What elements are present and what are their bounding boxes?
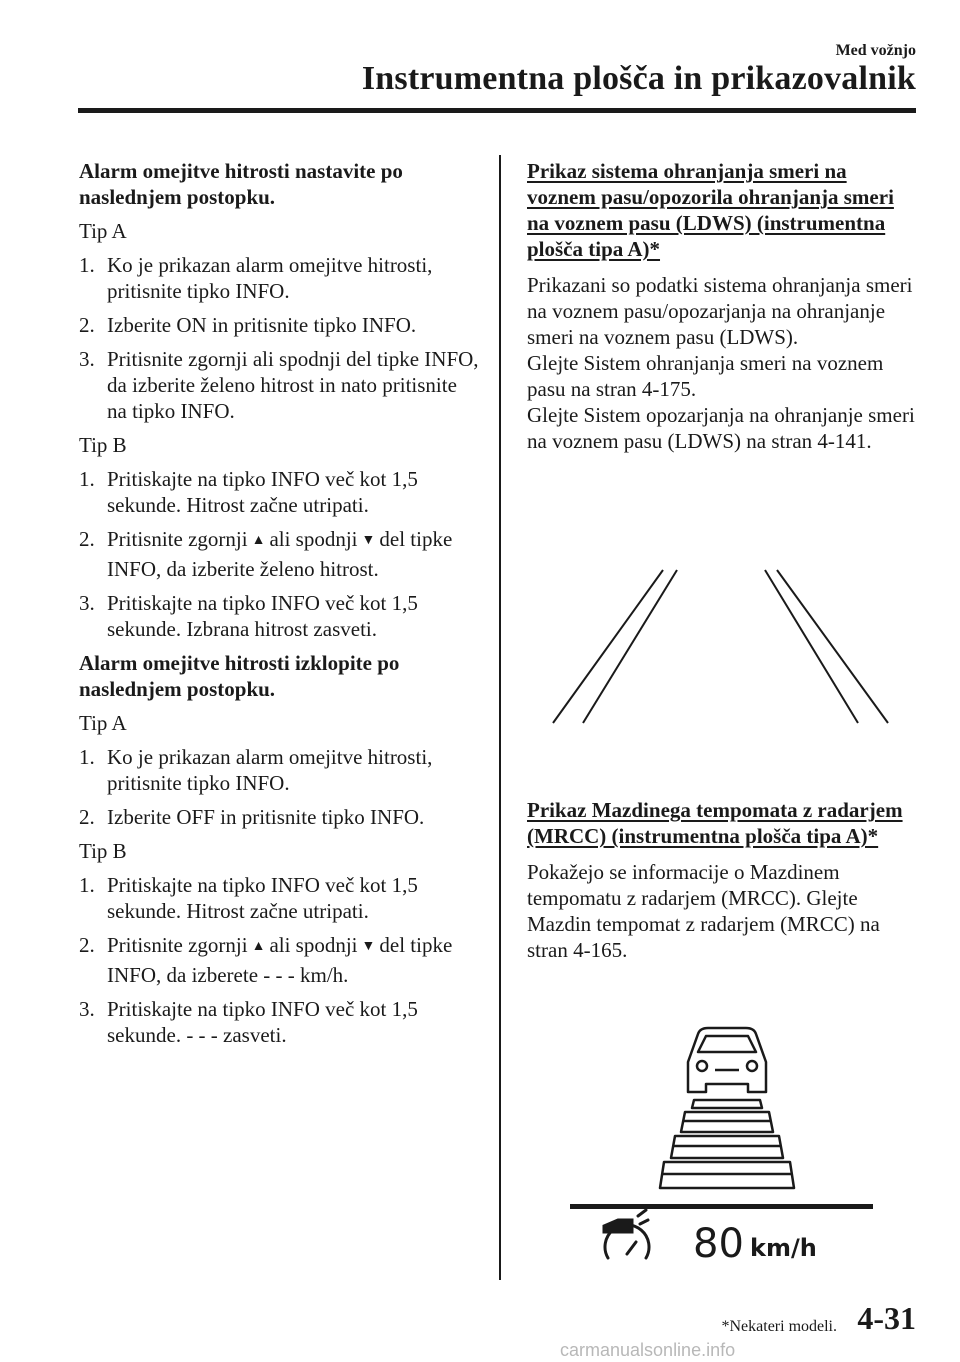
header-rule [78,108,916,113]
watermark: carmanualsonline.info [560,1340,736,1360]
set-intro: Alarm omejitve hitrosti nastavite po naslednjem postopku. [79,159,403,209]
list-item: 2. Izberite OFF in pritisnite tipko INFO. [79,805,425,829]
ldws-paragraph: Prikazani so podatki sistema ohranjanja smeri na voznem pasu/opozarjanja na ohranjanje smeri na voznem pasu (LDWS). [527,273,913,349]
set-tip-b: Tip B [79,433,127,457]
list-item: 3. Pritiskajte na tipko INFO več kot 1,5 sekunde. - - - zasveti. [79,997,418,1047]
triangle-up-icon: ▲ [251,533,266,548]
radar-cruise-icon [604,1210,649,1258]
list-item: 1. Pritiskajte na tipko INFO več kot 1,5 sekunde. Hitrost začne utripati. [79,467,418,517]
off-intro: Alarm omejitve hitrosti izklopite po naslednjem postopku. [79,651,400,701]
lane-lines-icon [545,565,900,730]
footnote: *Nekateri modeli. [721,1318,837,1335]
speed-value: 80 [693,1221,744,1267]
off-tip-b: Tip B [79,839,127,863]
set-tip-a: Tip A [79,219,127,243]
list-item: 1. Pritiskajte na tipko INFO več kot 1,5 sekunde. Hitrost začne utripati. [79,873,418,923]
list-item: 2. Izberite ON in pritisnite tipko INFO. [79,313,417,337]
ldws-reference: Glejte Sistem ohranjanja smeri na voznem pasu na stran 4-175. [527,351,884,401]
column-divider [499,155,501,1280]
list-item: 1. Ko je prikazan alarm omejitve hitrosti, pritisnite tipko INFO. [79,253,433,303]
triangle-up-icon: ▲ [251,939,266,954]
mrcc-paragraph: Pokažejo se informacije o Mazdinem tempomatu z radarjem (MRCC). Glejte Mazdin tempomat z radarjem (MRCC) na stran 4-165. [527,860,880,962]
off-tip-a: Tip A [79,711,127,735]
mrcc-heading: Prikaz Mazdinega tempomata z radarjem (MRCC) (instrumentna plošča tipa A)* [527,798,903,848]
triangle-down-icon: ▼ [361,939,376,954]
section-label: Med vožnjo [835,42,916,59]
triangle-down-icon: ▼ [361,533,376,548]
ldws-reference: Glejte Sistem opozarjanja na ohranjanje smeri na voznem pasu (LDWS) na stran 4-141. [527,403,915,453]
page-number: 4-31 [857,1300,916,1336]
list-item: 1. Ko je prikazan alarm omejitve hitrosti, pritisnite tipko INFO. [79,745,433,795]
list-item: 2. Pritisnite zgornji ▲ ali spodnji ▼ del tipke INFO, da izberete - - - km/h. [79,933,453,987]
mrcc-block [527,797,917,963]
list-item: 2. Pritisnite zgornji ▲ ali spodnji ▼ del tipke INFO, da izberite želeno hitrost. [79,527,453,581]
list-item: 3. Pritisnite zgornji ali spodnji del tipke INFO, da izberite želeno hitrost in nato pritisnite na tipko INFO. [79,347,479,423]
speed-unit: km/h [750,1234,817,1262]
right-column [527,158,917,454]
page-title: Instrumentna plošča in prikazovalnik [361,60,916,97]
left-column [79,158,479,1056]
list-item: 3. Pritiskajte na tipko INFO več kot 1,5 sekunde. Izbrana hitrost zasveti. [79,591,418,641]
ldws-heading: Prikaz sistema ohranjanja smeri na voznem pasu/opozorila ohranjanja smeri na voznem pasu (LDWS) (instrumentna plošča tipa A)* [527,159,894,261]
